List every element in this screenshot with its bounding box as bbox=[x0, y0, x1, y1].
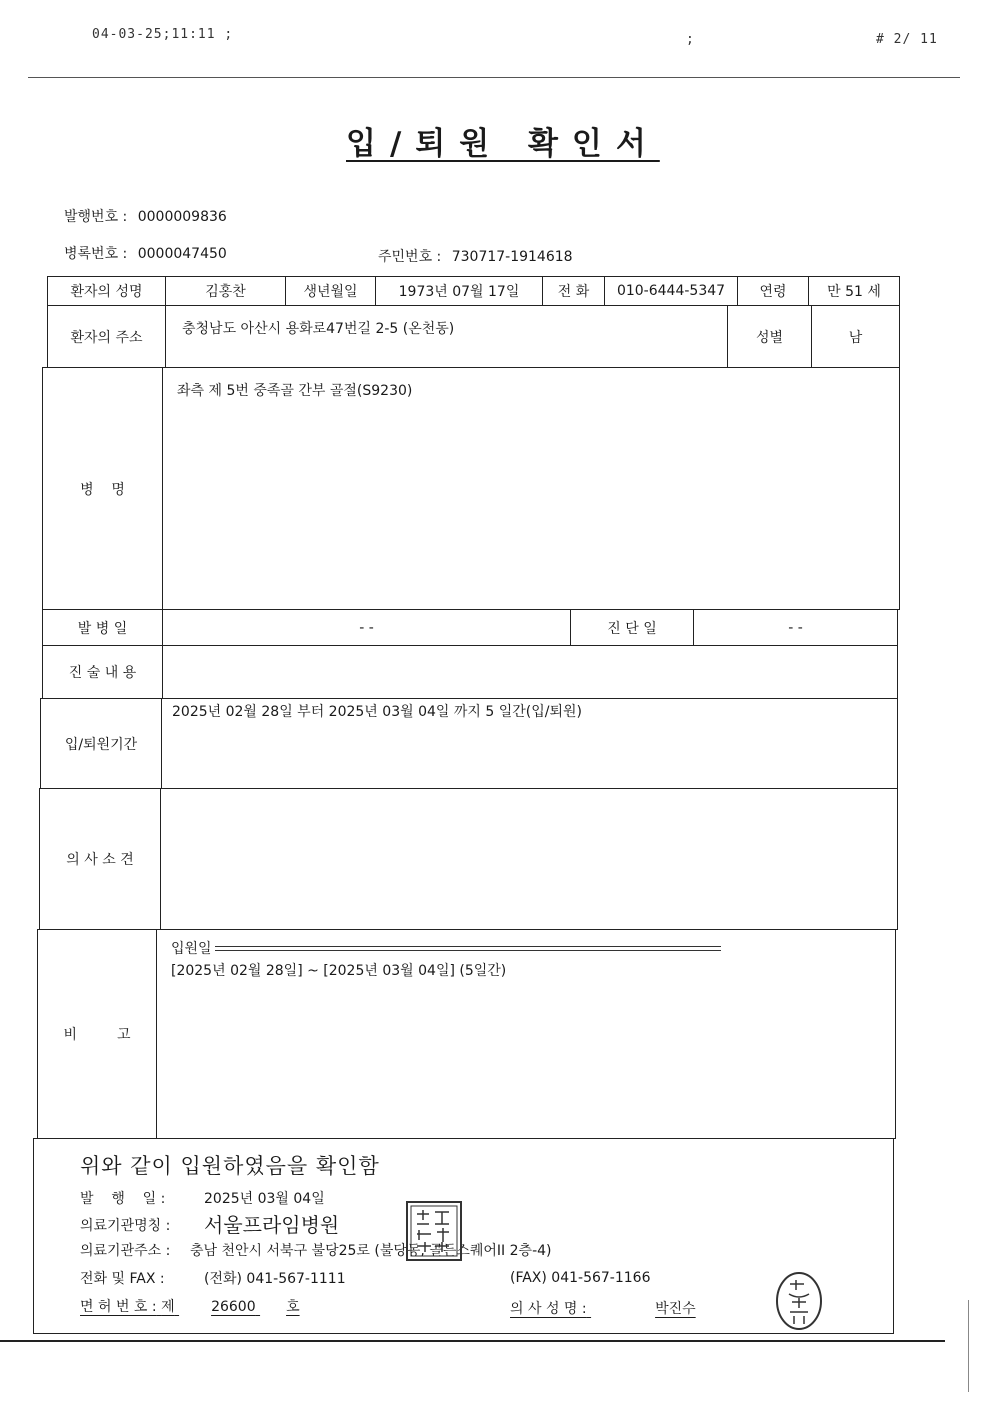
statement-value bbox=[162, 645, 898, 699]
resident-number-label: 주민번호 : bbox=[378, 249, 442, 265]
license-number: 26600 bbox=[211, 1299, 256, 1315]
sex-label: 성별 bbox=[727, 305, 812, 368]
fax-header-middle: ; bbox=[686, 32, 695, 47]
issue-date-value: 2025년 03월 04일 bbox=[204, 1191, 325, 1207]
record-number-label: 병록번호 : bbox=[64, 246, 128, 262]
license-suffix: 호 bbox=[286, 1299, 300, 1315]
phone-label: 전 화 bbox=[542, 276, 605, 306]
period-cell bbox=[161, 698, 898, 789]
dob-label: 생년월일 bbox=[285, 276, 376, 306]
license-row bbox=[80, 1296, 358, 1316]
fax-header-page: # 2/ 11 bbox=[876, 32, 938, 47]
patient-name-value: 김홍찬 bbox=[165, 276, 286, 306]
doctor-label: 의 사 성 명 : bbox=[510, 1301, 587, 1317]
confirmation-statement: 위와 같이 입원하였음을 확인함 bbox=[80, 1154, 380, 1178]
hospital-name-label: 의료기관명칭 : bbox=[80, 1218, 171, 1234]
opinion-label: 의 사 소 견 bbox=[39, 788, 161, 930]
phone-fax-label: 전화 및 FAX : bbox=[80, 1271, 165, 1287]
remarks-admission-label: 입원일 bbox=[171, 941, 212, 957]
resident-number-value: 730717-1914618 bbox=[451, 249, 573, 265]
fax-header-left: 04-03-25;11:11 ; bbox=[92, 27, 234, 42]
remarks-cell bbox=[156, 929, 896, 1139]
period-label: 입/퇴원기간 bbox=[40, 698, 162, 789]
hospital-fax: (FAX) 041-567-1166 bbox=[510, 1270, 651, 1286]
diagnosis-date-value: - - bbox=[693, 609, 898, 646]
license-label: 면 허 번 호 : bbox=[80, 1299, 157, 1315]
remarks-period-value: [2025년 02월 28일] ~ [2025년 03월 04일] (5일간) bbox=[171, 963, 507, 979]
issue-number-row bbox=[64, 206, 227, 226]
doctor-seal-stamp bbox=[774, 1270, 824, 1332]
onset-value: - - bbox=[162, 609, 571, 646]
hospital-address-label: 의료기관주소 : bbox=[80, 1243, 171, 1259]
diagnosis-date-label: 진 단 일 bbox=[570, 609, 694, 646]
period-value: 2025년 02월 28일 부터 2025년 03월 04일 까지 5 일간(입/퇴원) bbox=[172, 704, 582, 720]
patient-name-label: 환자의 성명 bbox=[47, 276, 166, 306]
disease-cell bbox=[162, 367, 900, 610]
opinion-value bbox=[160, 788, 898, 930]
age-label: 연령 bbox=[737, 276, 809, 306]
license-prefix: 제 bbox=[161, 1299, 175, 1315]
doctor-name: 박진수 bbox=[655, 1301, 696, 1317]
document-title: 입/퇴원 확인서 bbox=[346, 126, 660, 162]
issue-number-value: 0000009836 bbox=[137, 209, 227, 225]
address-label: 환자의 주소 bbox=[47, 305, 166, 368]
doctor-row bbox=[510, 1298, 780, 1318]
bottom-page-line bbox=[0, 1340, 945, 1342]
hospital-phone: (전화) 041-567-1111 bbox=[204, 1271, 346, 1287]
remarks-label: 비 고 bbox=[37, 929, 157, 1139]
address-cell bbox=[165, 305, 728, 368]
hospital-name-value: 서울프라임병원 bbox=[204, 1213, 340, 1237]
age-value: 만 51 세 bbox=[808, 276, 900, 306]
onset-label: 발 병 일 bbox=[42, 609, 163, 646]
record-number-row bbox=[64, 243, 227, 263]
hospital-seal-stamp bbox=[405, 1200, 463, 1262]
fax-header-divider bbox=[28, 77, 960, 78]
sex-value: 남 bbox=[811, 305, 900, 368]
disease-label: 병 명 bbox=[42, 367, 163, 610]
resident-number-row bbox=[378, 246, 573, 266]
right-edge-mark bbox=[968, 1300, 969, 1392]
phone-value: 010-6444-5347 bbox=[604, 276, 738, 306]
address-value: 충청남도 아산시 용화로47번길 2-5 (온천동) bbox=[182, 321, 455, 337]
hospital-address-value: 충남 천안시 서북구 불당25로 (불당동, 골든스퀘어II 2층-4) bbox=[190, 1243, 552, 1259]
statement-label: 진 술 내 용 bbox=[42, 645, 163, 699]
disease-value: 좌측 제 5번 중족골 간부 골절(S9230) bbox=[177, 383, 413, 399]
record-number-value: 0000047450 bbox=[137, 246, 227, 262]
issue-date-label: 발 행 일 : bbox=[80, 1191, 166, 1207]
issue-number-label: 발행번호 : bbox=[64, 209, 128, 225]
remarks-double-rule bbox=[215, 946, 721, 951]
dob-value: 1973년 07월 17일 bbox=[375, 276, 543, 306]
